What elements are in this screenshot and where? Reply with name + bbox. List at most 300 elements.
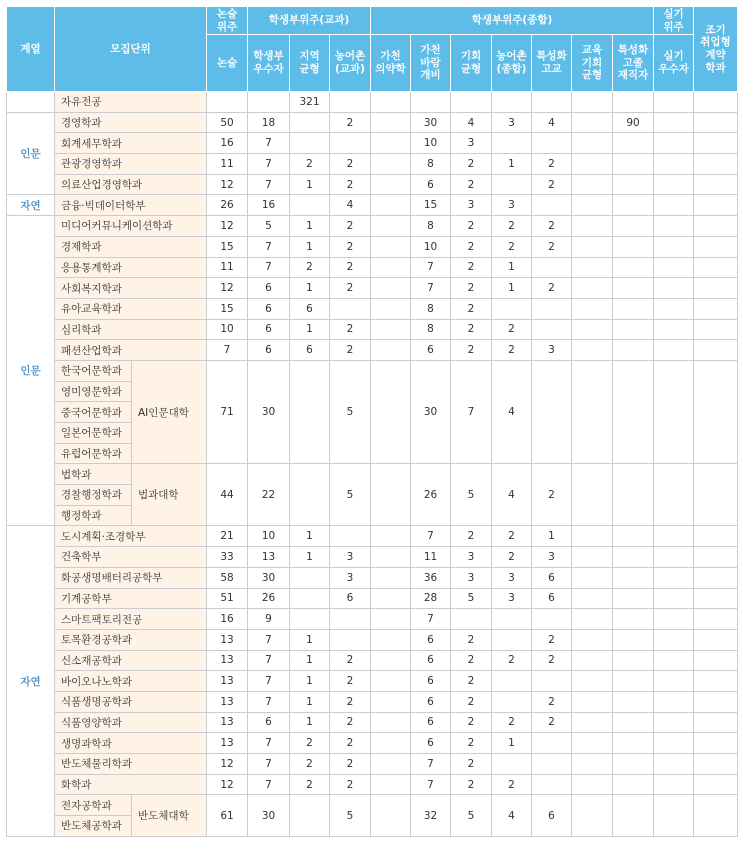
quota-cell: 11	[207, 154, 248, 175]
quota-cell	[613, 319, 654, 340]
quota-cell	[330, 298, 371, 319]
quota-cell	[694, 526, 738, 547]
quota-cell	[532, 298, 572, 319]
quota-cell: 28	[411, 588, 451, 609]
quota-cell: 8	[411, 319, 451, 340]
quota-cell: 7	[411, 526, 451, 547]
quota-cell: 50	[207, 112, 248, 133]
quota-cell: 2	[330, 691, 371, 712]
quota-cell: 2	[290, 257, 330, 278]
quota-cell: 4	[492, 464, 532, 526]
unit-cell: 바이오나노학과	[55, 671, 207, 692]
quota-cell: 2	[290, 754, 330, 775]
quota-cell	[371, 691, 411, 712]
quota-cell: 1	[492, 257, 532, 278]
quota-cell: 11	[207, 257, 248, 278]
quota-cell: 2	[290, 154, 330, 175]
quota-cell: 21	[207, 526, 248, 547]
quota-cell: 13	[207, 712, 248, 733]
quota-cell	[613, 567, 654, 588]
quota-cell	[572, 298, 613, 319]
quota-cell	[613, 774, 654, 795]
table-row	[7, 671, 738, 692]
quota-cell: 2	[330, 174, 371, 195]
quota-cell	[654, 133, 694, 154]
field-cell: 인문	[7, 216, 55, 526]
quota-cell	[330, 92, 371, 113]
unit-cell: 토목환경공학과	[55, 629, 207, 650]
quota-cell: 10	[248, 526, 290, 547]
quota-cell: 2	[451, 712, 492, 733]
quota-cell: 7	[207, 340, 248, 361]
quota-cell	[654, 733, 694, 754]
quota-cell	[654, 526, 694, 547]
quota-cell: 26	[411, 464, 451, 526]
quota-cell	[654, 795, 694, 836]
unit-cell: 유럽어문학과	[55, 443, 132, 464]
unit-cell: 식품생명공학과	[55, 691, 207, 712]
quota-cell	[613, 795, 654, 836]
quota-cell	[290, 795, 330, 836]
quota-cell	[654, 278, 694, 299]
table-row	[7, 547, 738, 568]
quota-cell: 7	[248, 257, 290, 278]
quota-cell: 1	[290, 174, 330, 195]
quota-cell	[572, 526, 613, 547]
quota-cell	[694, 547, 738, 568]
quota-cell	[613, 236, 654, 257]
quota-cell	[290, 609, 330, 630]
quota-cell	[572, 133, 613, 154]
quota-cell	[654, 547, 694, 568]
quota-cell	[572, 733, 613, 754]
quota-cell	[694, 216, 738, 237]
quota-cell: 2	[451, 278, 492, 299]
quota-cell: 12	[207, 754, 248, 775]
header-comp-rural: 농어촌 (종합)	[492, 35, 532, 92]
quota-cell: 2	[532, 236, 572, 257]
quota-cell	[613, 609, 654, 630]
table-row	[7, 629, 738, 650]
admission-quota-table	[6, 6, 738, 837]
quota-cell: 2	[492, 712, 532, 733]
quota-cell	[532, 133, 572, 154]
quota-cell: 4	[532, 112, 572, 133]
quota-cell: 2	[492, 547, 532, 568]
header-comp-opportunity: 기회 균형	[451, 35, 492, 92]
quota-cell	[694, 629, 738, 650]
quota-cell: 3	[492, 112, 532, 133]
quota-cell: 2	[330, 774, 371, 795]
quota-cell	[572, 174, 613, 195]
quota-cell	[492, 691, 532, 712]
quota-cell: 3	[451, 567, 492, 588]
table-row	[7, 319, 738, 340]
quota-cell	[694, 340, 738, 361]
quota-cell: 3	[451, 547, 492, 568]
quota-cell	[694, 112, 738, 133]
unit-cell: 사회복지학과	[55, 278, 207, 299]
quota-cell: 6	[411, 671, 451, 692]
quota-cell	[371, 216, 411, 237]
quota-cell: 30	[248, 795, 290, 836]
quota-cell	[371, 526, 411, 547]
quota-cell	[572, 464, 613, 526]
quota-cell: 7	[411, 278, 451, 299]
quota-cell	[694, 133, 738, 154]
quota-cell	[694, 671, 738, 692]
quota-cell: 6	[411, 691, 451, 712]
quota-cell	[371, 298, 411, 319]
quota-cell: 6	[411, 712, 451, 733]
quota-cell: 1	[290, 712, 330, 733]
quota-cell	[532, 319, 572, 340]
quota-cell	[572, 609, 613, 630]
quota-cell: 7	[248, 691, 290, 712]
table-row	[7, 154, 738, 175]
quota-cell	[613, 195, 654, 216]
quota-cell	[532, 195, 572, 216]
quota-cell: 8	[411, 216, 451, 237]
quota-cell: 2	[451, 691, 492, 712]
quota-cell: 13	[207, 691, 248, 712]
quota-cell: 4	[492, 360, 532, 463]
unit-cell: 미디어커뮤니케이션학과	[55, 216, 207, 237]
quota-cell: 2	[330, 650, 371, 671]
header-early-employment: 조기 취업형 계약 학과	[694, 7, 738, 92]
quota-cell	[694, 92, 738, 113]
header-comp-edu-opp: 교육 기회 균형	[572, 35, 613, 92]
unit-cell: 전자공학과	[55, 795, 132, 816]
quota-cell	[613, 464, 654, 526]
quota-cell: 5	[330, 795, 371, 836]
quota-cell: 1	[290, 547, 330, 568]
quota-cell	[654, 650, 694, 671]
quota-cell: 2	[330, 671, 371, 692]
quota-cell	[694, 567, 738, 588]
quota-cell	[613, 547, 654, 568]
quota-cell	[207, 92, 248, 113]
quota-cell: 7	[248, 236, 290, 257]
table-row	[7, 526, 738, 547]
quota-cell	[654, 154, 694, 175]
quota-cell	[654, 629, 694, 650]
quota-cell: 7	[411, 609, 451, 630]
quota-cell: 6	[248, 712, 290, 733]
quota-cell: 2	[532, 712, 572, 733]
quota-cell: 12	[207, 174, 248, 195]
quota-cell	[694, 754, 738, 775]
quota-cell: 6	[532, 588, 572, 609]
quota-cell	[371, 236, 411, 257]
quota-cell	[694, 609, 738, 630]
quota-cell: 1	[290, 278, 330, 299]
header-subject-excellent: 학생부 우수자	[248, 35, 290, 92]
quota-cell: 2	[330, 340, 371, 361]
college-cell: 법과대학	[132, 464, 207, 526]
header-essay-group: 논술 위주	[207, 7, 248, 35]
quota-cell	[694, 319, 738, 340]
unit-cell: 의료산업경영학과	[55, 174, 207, 195]
quota-cell	[613, 650, 654, 671]
quota-cell: 2	[532, 691, 572, 712]
quota-cell: 321	[290, 92, 330, 113]
quota-cell	[613, 298, 654, 319]
quota-cell: 2	[451, 174, 492, 195]
quota-cell	[654, 319, 694, 340]
college-cell: AI인문대학	[132, 360, 207, 463]
quota-cell	[371, 154, 411, 175]
quota-cell	[694, 795, 738, 836]
quota-cell	[654, 754, 694, 775]
quota-cell: 16	[207, 133, 248, 154]
quota-cell	[613, 216, 654, 237]
quota-cell: 15	[207, 298, 248, 319]
quota-cell: 44	[207, 464, 248, 526]
quota-cell	[290, 195, 330, 216]
quota-cell: 1	[290, 236, 330, 257]
quota-cell	[654, 298, 694, 319]
quota-cell: 22	[248, 464, 290, 526]
quota-cell	[613, 92, 654, 113]
quota-cell	[492, 174, 532, 195]
quota-cell: 7	[248, 174, 290, 195]
quota-cell	[371, 588, 411, 609]
quota-cell: 2	[451, 754, 492, 775]
quota-cell	[371, 174, 411, 195]
quota-cell: 2	[492, 236, 532, 257]
quota-cell: 7	[248, 754, 290, 775]
header-essay: 논술	[207, 35, 248, 92]
unit-cell: 자유전공	[55, 92, 207, 113]
quota-cell: 2	[532, 629, 572, 650]
quota-cell	[694, 588, 738, 609]
quota-cell: 6	[411, 340, 451, 361]
quota-cell	[532, 257, 572, 278]
quota-cell: 2	[290, 774, 330, 795]
table-row	[7, 464, 738, 485]
quota-cell	[572, 92, 613, 113]
quota-cell	[411, 92, 451, 113]
header-comprehensive-group: 학생부위주(종합)	[371, 7, 654, 35]
quota-cell	[694, 733, 738, 754]
table-row	[7, 691, 738, 712]
field-cell: 자연	[7, 526, 55, 836]
unit-cell: 패션산업학과	[55, 340, 207, 361]
quota-cell: 7	[248, 629, 290, 650]
quota-cell: 5	[451, 795, 492, 836]
quota-cell: 3	[532, 547, 572, 568]
quota-cell	[654, 464, 694, 526]
quota-cell	[572, 112, 613, 133]
quota-cell: 36	[411, 567, 451, 588]
quota-cell	[613, 360, 654, 463]
quota-cell	[694, 257, 738, 278]
unit-cell: 화학과	[55, 774, 207, 795]
table-row	[7, 236, 738, 257]
quota-cell	[371, 609, 411, 630]
quota-cell: 7	[411, 774, 451, 795]
quota-cell	[371, 671, 411, 692]
quota-cell: 5	[330, 360, 371, 463]
quota-cell	[654, 691, 694, 712]
quota-cell: 2	[330, 278, 371, 299]
quota-cell: 58	[207, 567, 248, 588]
quota-cell	[572, 195, 613, 216]
quota-cell: 2	[330, 712, 371, 733]
quota-cell	[371, 112, 411, 133]
quota-cell	[572, 340, 613, 361]
quota-cell	[613, 733, 654, 754]
quota-cell	[371, 195, 411, 216]
quota-cell	[492, 754, 532, 775]
quota-cell	[613, 340, 654, 361]
unit-cell: 반도체공학과	[55, 816, 132, 837]
quota-cell	[654, 195, 694, 216]
quota-cell	[572, 629, 613, 650]
quota-cell: 1	[290, 629, 330, 650]
quota-cell: 2	[451, 298, 492, 319]
unit-cell: 경찰행정학과	[55, 485, 132, 506]
quota-cell: 13	[248, 547, 290, 568]
quota-cell: 15	[411, 195, 451, 216]
quota-cell: 2	[492, 340, 532, 361]
unit-cell: 경영학과	[55, 112, 207, 133]
quota-cell: 3	[330, 567, 371, 588]
quota-cell: 6	[290, 340, 330, 361]
quota-cell	[613, 588, 654, 609]
quota-cell	[330, 526, 371, 547]
quota-cell	[371, 774, 411, 795]
unit-cell: 반도체물리학과	[55, 754, 207, 775]
quota-cell: 2	[330, 754, 371, 775]
unit-cell: 기계공학부	[55, 588, 207, 609]
quota-cell	[694, 774, 738, 795]
quota-cell	[290, 567, 330, 588]
quota-cell	[532, 754, 572, 775]
quota-cell	[492, 629, 532, 650]
quota-cell: 4	[330, 195, 371, 216]
quota-cell	[371, 278, 411, 299]
quota-cell: 10	[411, 236, 451, 257]
quota-cell: 2	[451, 340, 492, 361]
quota-cell: 1	[492, 733, 532, 754]
field-cell: 자연	[7, 195, 55, 216]
quota-cell: 11	[411, 547, 451, 568]
quota-cell: 10	[411, 133, 451, 154]
quota-cell: 2	[330, 319, 371, 340]
quota-cell	[451, 609, 492, 630]
quota-cell: 1	[290, 216, 330, 237]
quota-cell	[572, 567, 613, 588]
quota-cell: 7	[411, 754, 451, 775]
quota-cell	[371, 464, 411, 526]
table-row	[7, 257, 738, 278]
unit-cell: 심리학과	[55, 319, 207, 340]
header-unit: 모집단위	[55, 7, 207, 92]
quota-cell: 3	[330, 547, 371, 568]
quota-cell: 7	[451, 360, 492, 463]
quota-cell	[371, 133, 411, 154]
quota-cell: 71	[207, 360, 248, 463]
quota-cell: 33	[207, 547, 248, 568]
quota-cell	[654, 567, 694, 588]
quota-cell	[532, 733, 572, 754]
quota-cell	[451, 92, 492, 113]
unit-cell: 일본어문학과	[55, 423, 132, 444]
quota-cell: 13	[207, 671, 248, 692]
quota-cell	[613, 754, 654, 775]
quota-cell	[654, 609, 694, 630]
quota-cell: 2	[330, 154, 371, 175]
quota-cell	[532, 774, 572, 795]
quota-cell	[371, 733, 411, 754]
quota-cell: 2	[290, 733, 330, 754]
quota-cell: 3	[492, 588, 532, 609]
table-row	[7, 650, 738, 671]
table-row	[7, 733, 738, 754]
quota-cell: 26	[207, 195, 248, 216]
quota-cell	[371, 754, 411, 775]
unit-cell: 생명과학과	[55, 733, 207, 754]
quota-cell: 3	[492, 195, 532, 216]
header-comp-special-worker: 특성화 고졸 재직자	[613, 35, 654, 92]
quota-cell: 5	[451, 588, 492, 609]
quota-cell: 7	[248, 774, 290, 795]
quota-cell: 3	[532, 340, 572, 361]
quota-cell: 12	[207, 278, 248, 299]
quota-cell	[492, 92, 532, 113]
header-field: 계열	[7, 7, 55, 92]
quota-cell	[572, 671, 613, 692]
quota-cell: 2	[451, 650, 492, 671]
quota-cell: 1	[492, 278, 532, 299]
header-comp-special-hs: 특성화 고교	[532, 35, 572, 92]
table-row	[7, 340, 738, 361]
quota-cell: 26	[248, 588, 290, 609]
table-row	[7, 195, 738, 216]
quota-cell: 4	[492, 795, 532, 836]
quota-cell: 1	[290, 526, 330, 547]
quota-cell	[654, 92, 694, 113]
unit-cell: 응용통계학과	[55, 257, 207, 278]
quota-cell: 2	[532, 154, 572, 175]
college-cell: 반도체대학	[132, 795, 207, 836]
quota-cell	[492, 609, 532, 630]
quota-cell: 5	[330, 464, 371, 526]
quota-cell: 1	[290, 691, 330, 712]
quota-cell	[654, 588, 694, 609]
quota-cell	[290, 588, 330, 609]
unit-cell: 유아교육학과	[55, 298, 207, 319]
quota-cell: 2	[451, 236, 492, 257]
table-row	[7, 216, 738, 237]
quota-cell	[654, 174, 694, 195]
quota-cell: 2	[451, 774, 492, 795]
field-cell	[7, 92, 55, 113]
quota-cell	[330, 609, 371, 630]
quota-cell: 5	[248, 216, 290, 237]
quota-cell	[694, 464, 738, 526]
quota-cell: 90	[613, 112, 654, 133]
quota-cell	[694, 691, 738, 712]
quota-cell	[654, 257, 694, 278]
header-comp-gachon-baram: 가천 바람 개비	[411, 35, 451, 92]
quota-cell	[371, 319, 411, 340]
quota-cell: 6	[248, 319, 290, 340]
unit-cell: 관광경영학과	[55, 154, 207, 175]
table-row	[7, 278, 738, 299]
